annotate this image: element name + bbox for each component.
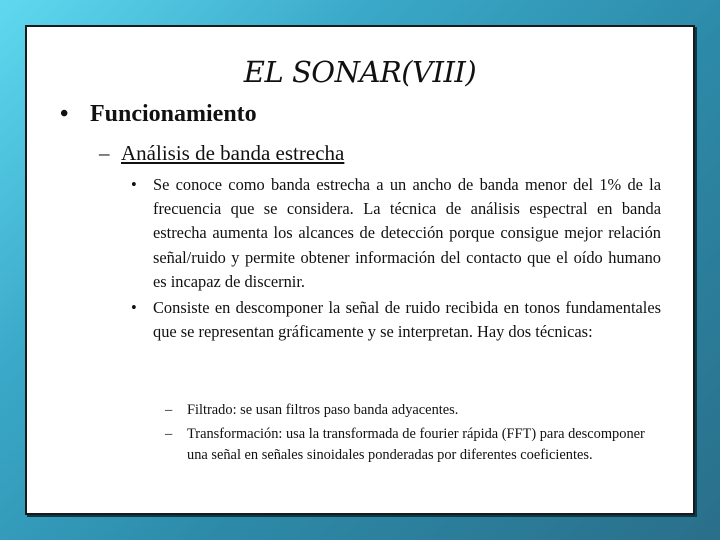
bullet-icon: • <box>60 101 69 127</box>
subheading-analisis <box>99 141 344 166</box>
point-item <box>131 296 661 344</box>
heading-text: Funcionamiento <box>90 101 257 127</box>
dash-icon: – <box>99 141 110 165</box>
dash-icon: – <box>165 402 173 418</box>
techniques-list <box>165 400 665 469</box>
bullet-icon: • <box>131 298 137 318</box>
heading-funcionamiento <box>60 101 257 128</box>
point-item <box>131 173 661 294</box>
point-text: Consiste en descomponer la señal de ruido recibida en tonos fundamentales que se representan gráficamente y se interpretan. Hay dos técnicas: <box>153 298 661 342</box>
points-list <box>131 173 661 346</box>
technique-text: Transformación: usa la transformada de fourier rápida (FFT) para descomponer una señal en señales sinoidales ponderadas por diferentes coeficientes. <box>187 426 645 463</box>
slide-title: EL SONAR(VIII) <box>243 55 477 89</box>
slide-frame <box>25 25 695 515</box>
technique-item <box>165 424 665 466</box>
subheading-text: Análisis de banda estrecha <box>121 141 345 165</box>
dash-icon: – <box>165 426 173 442</box>
bullet-icon: • <box>131 175 137 194</box>
technique-item <box>165 400 665 421</box>
technique-text: Filtrado: se usan filtros paso banda adyacentes. <box>187 402 459 418</box>
point-text: Se conoce como banda estrecha a un ancho de banda menor del 1% de la frecuencia que se considera. La técnica de análisis espectral en banda estrecha aumenta los alcances de detección porque consigue mejor relación señal/ruido y permite obtener información del contacto que el oído humano es incapaz de discernir. <box>153 175 661 291</box>
